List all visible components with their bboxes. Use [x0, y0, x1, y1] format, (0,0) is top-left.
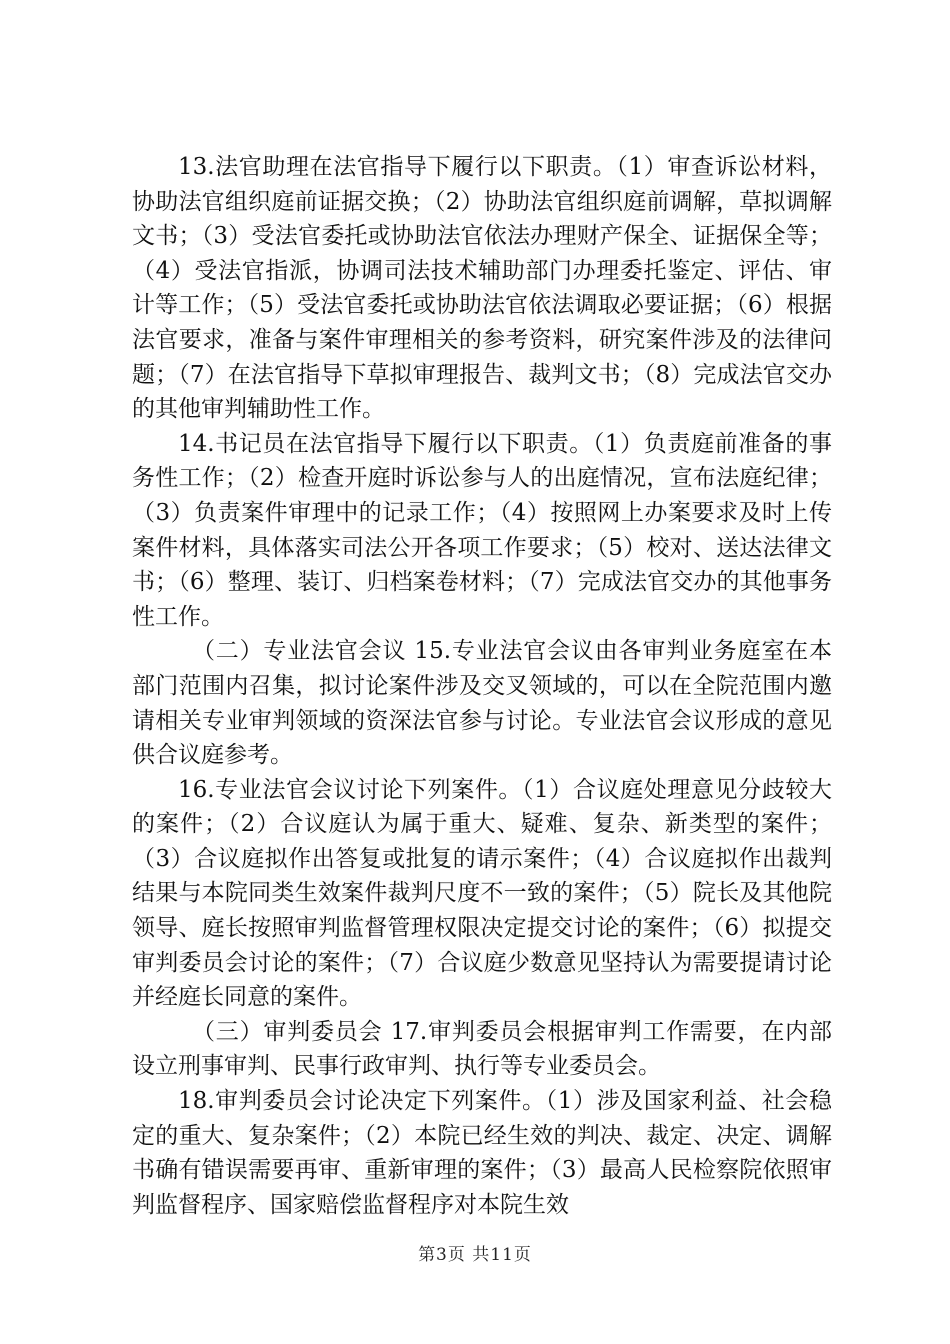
paragraph-14-clerk-duties: 14.书记员在法官指导下履行以下职责。（1）负责庭前准备的事务性工作；（2）检查开庭时诉讼参与人的出庭情况，宣布法庭纪律；（3）负责案件审理中的记录工作；（4）按照网上办案要求及时上传案件材料，具体落实司法公开各项工作要求；（5）校对、送达法律文书；（6）整理、装订、归档案卷材料；（7）完成法官交办的其他事务性工作。 — [132, 430, 832, 630]
page-number-footer: 第3页 共11页 — [418, 1245, 532, 1265]
document-body — [132, 150, 832, 1222]
paragraph-17-judicial-committee: （三）审判委员会 17.审判委员会根据审判工作需要，在内部设立刑事审判、民事行政审判、执行等专业委员会。 — [132, 1018, 832, 1080]
paragraph-16-meeting-case-list: 16.专业法官会议讨论下列案件。（1）合议庭处理意见分歧较大的案件；（2）合议庭认为属于重大、疑难、复杂、新类型的案件；（3）合议庭拟作出答复或批复的请示案件；（4）合议庭拟作出裁判结果与本院同类生效案件裁判尺度不一致的案件；（5）院长及其他院领导、庭长按照审判监督管理权限决定提交讨论的案件；（6）拟提交审判委员会讨论的案件；（7）合议庭少数意见坚持认为需要提请讨论并经庭长同意的案件。 — [132, 776, 832, 1011]
paragraph-18-committee-case-list: 18.审判委员会讨论决定下列案件。（1）涉及国家利益、社会稳定的重大、复杂案件；（2）本院已经生效的判决、裁定、决定、调解书确有错误需要再审、重新审理的案件；（3）最高人民检察院依照审判监督程序、国家赔偿监督程序对本院生效 — [132, 1088, 832, 1218]
paragraph-13-judge-assistant-duties: 13.法官助理在法官指导下履行以下职责。（1）审查诉讼材料，协助法官组织庭前证据交换；（2）协助法官组织庭前调解，草拟调解文书；（3）受法官委托或协助法官依法办理财产保全、证据保全等；（4）受法官指派，协调司法技术辅助部门办理委托鉴定、评估、审计等工作；（5）受法官委托或协助法官依法调取必要证据；（6）根据法官要求，准备与案件审理相关的参考资料，研究案件涉及的法律问题；（7）在法官指导下草拟审理报告、裁判文书；（8）完成法官交办的其他审判辅助性工作。 — [132, 154, 832, 423]
paragraph-15-professional-judges-meeting: （二）专业法官会议 15.专业法官会议由各审判业务庭室在本部门范围内召集，拟讨论案件涉及交叉领域的，可以在全院范围内邀请相关专业审判领域的资深法官参与讨论。专业法官会议形成的意见供合议庭参考。 — [132, 638, 832, 769]
